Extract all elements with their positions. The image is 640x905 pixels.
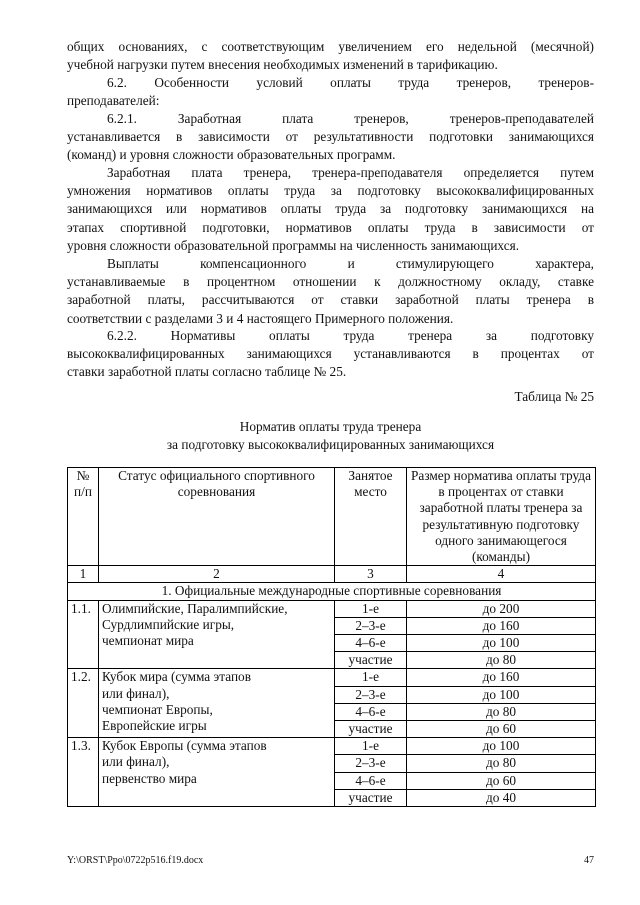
- status-line: Кубок мира (сумма этапов: [102, 669, 251, 685]
- table-header-row: [68, 468, 596, 566]
- status-line: Европейские игры: [102, 718, 207, 734]
- text-line: этапах спортивной подготовки, нормативов оплаты труда в зависимости от: [67, 219, 594, 235]
- value-cell: до 80: [407, 652, 596, 669]
- row-number: 1.2.: [68, 669, 99, 738]
- text-line: устанавливается в зависимости от результативности подготовки занимающихся: [67, 129, 594, 145]
- value-cell: до 40: [407, 789, 596, 806]
- place-cell: 4–6-е: [335, 703, 407, 720]
- place-cell: участие: [335, 652, 407, 669]
- section-row: [68, 583, 596, 600]
- value-cell: до 200: [407, 600, 596, 617]
- place-cell: 2–3-е: [335, 686, 407, 703]
- column-number: 4: [407, 566, 596, 583]
- column-number: 3: [335, 566, 407, 583]
- status-cell: [99, 669, 335, 738]
- norm-table: [67, 467, 596, 807]
- header-status: Статус официального спортивного соревнования: [99, 468, 335, 566]
- status-cell: [99, 738, 335, 807]
- text-line: 6.2.1. Заработная плата тренеров, тренеров-преподавателей: [107, 111, 594, 126]
- text-line: (команд) и уровня сложности образовательных программ.: [67, 147, 396, 163]
- place-cell: 1-е: [335, 738, 407, 755]
- text-line: общих основаниях, с соответствующим увеличением его недельной (месячной): [67, 39, 594, 54]
- header-size: Размер норматива оплаты труда в процентах от ставки заработной платы тренера за результативную подготовку одного занимающегося (команды): [407, 468, 596, 566]
- paragraph-6-2-1: [67, 110, 594, 165]
- column-number: 1: [68, 566, 99, 583]
- footer-file-path: Y:\ORST\Ppo\0722p516.f19.docx: [67, 855, 204, 866]
- status-line: или финал),: [102, 754, 170, 770]
- table-caption-line: Норматив оплаты труда тренера: [239, 419, 422, 434]
- text-line: устанавливаемые в процентном отношении к должностному окладу, ставке: [67, 274, 594, 290]
- status-line: или финал),: [102, 685, 170, 701]
- paragraph-compensation: [67, 255, 594, 328]
- status-cell: [99, 600, 335, 669]
- text-line: Выплаты компенсационного и стимулирующего характера,: [107, 256, 594, 271]
- place-cell: участие: [335, 789, 407, 806]
- text-line: ставки заработной платы согласно таблице № 25.: [67, 364, 347, 380]
- value-cell: до 160: [407, 617, 596, 634]
- value-cell: до 100: [407, 635, 596, 652]
- paragraph-salary: [67, 164, 594, 255]
- text-line: Заработная плата тренера, тренера-преподавателя определяется путем: [107, 165, 594, 180]
- text-line: умножения нормативов оплаты труда за подготовку высококвалифицированных: [67, 183, 594, 199]
- place-cell: 1-е: [335, 669, 407, 686]
- text-line: высококвалифицированных занимающихся устанавливаются в процентах от: [67, 346, 594, 362]
- value-cell: до 100: [407, 686, 596, 703]
- value-cell: до 100: [407, 738, 596, 755]
- text-line: преподавателей:: [67, 93, 160, 109]
- text-line: занимающихся или нормативов оплаты труда за подготовку занимающихся на: [67, 201, 594, 217]
- table-row: [68, 669, 596, 686]
- table-caption-line: за подготовку высококвалифицированных занимающихся: [166, 437, 495, 452]
- header-num: № п/п: [68, 468, 99, 566]
- status-line: Кубок Европы (сумма этапов: [102, 738, 267, 754]
- value-cell: до 160: [407, 669, 596, 686]
- place-cell: 4–6-е: [335, 772, 407, 789]
- place-cell: участие: [335, 721, 407, 738]
- paragraph-6-2: [67, 74, 594, 110]
- place-cell: 1-е: [335, 600, 407, 617]
- status-line: первенство мира: [102, 770, 197, 786]
- value-cell: до 60: [407, 721, 596, 738]
- column-number: 2: [99, 566, 335, 583]
- paragraph-continuation: [67, 38, 594, 74]
- row-number: 1.3.: [68, 738, 99, 807]
- text-line: уровня сложности образовательной программы на численность занимающихся.: [67, 237, 520, 253]
- place-cell: 2–3-е: [335, 617, 407, 634]
- value-cell: до 80: [407, 703, 596, 720]
- row-number: 1.1.: [68, 600, 99, 669]
- column-number-row: [68, 566, 596, 583]
- text-line: учебной нагрузки путем внесения необходимых изменений в тарификацию.: [67, 57, 498, 73]
- status-line: Сурдлимпийские игры,: [102, 616, 235, 632]
- value-cell: до 60: [407, 772, 596, 789]
- table-number: Таблица № 25: [514, 389, 594, 404]
- place-cell: 2–3-е: [335, 755, 407, 772]
- text-line: 6.2.2. Нормативы оплаты труда тренера за подготовку: [107, 328, 594, 343]
- paragraph-6-2-2: [67, 327, 594, 382]
- table-row: [68, 600, 596, 617]
- table-caption: [67, 418, 594, 454]
- text-line: заработной платы, рассчитываются от ставки заработной платы тренера в: [67, 292, 594, 308]
- text-line: соответствии с разделами 3 и 4 настоящего Примерного положения.: [67, 310, 454, 326]
- text-line: 6.2. Особенности условий оплаты труда тренеров, тренеров-: [107, 75, 594, 90]
- value-cell: до 80: [407, 755, 596, 772]
- status-line: чемпионат Европы,: [102, 701, 213, 717]
- table-row: [68, 738, 596, 755]
- place-cell: 4–6-е: [335, 635, 407, 652]
- page-number: 47: [584, 855, 594, 866]
- header-place: Занятое место: [335, 468, 407, 566]
- status-line: Олимпийские, Паралимпийские,: [102, 600, 288, 616]
- section-title: 1. Официальные международные спортивные соревнования: [68, 583, 596, 600]
- status-line: чемпионат мира: [102, 633, 194, 649]
